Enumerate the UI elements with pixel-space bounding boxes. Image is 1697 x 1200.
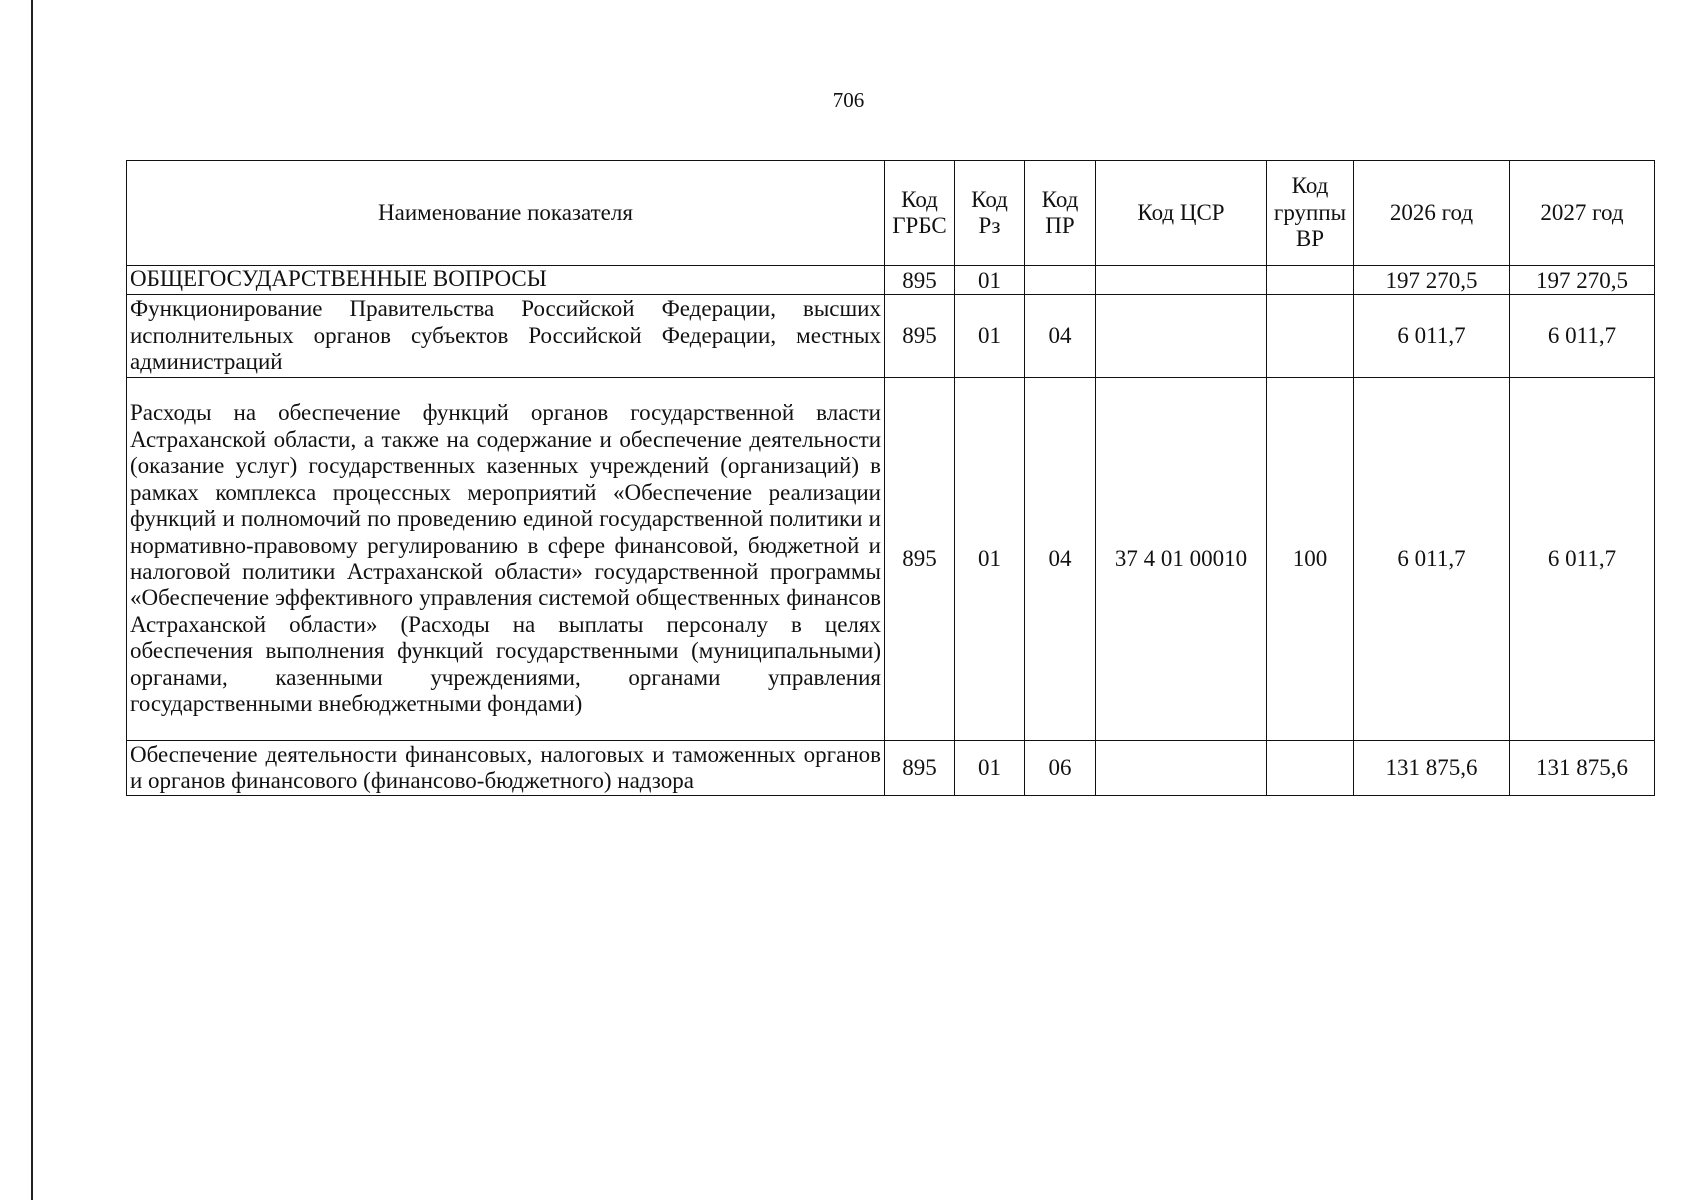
row-2027: 6 011,7 (1510, 378, 1655, 741)
header-csr: Код ЦСР (1096, 161, 1267, 266)
header-grbs: Код ГРБС (885, 161, 955, 266)
row-vr: 100 (1267, 378, 1354, 741)
header-pr: Код ПР (1025, 161, 1096, 266)
row-name: Функционирование Правительства Российской Федерации, высших исполнительных органов субъектов Российской Федерации, местных администраций (127, 295, 885, 378)
row-csr: 37 4 01 00010 (1096, 378, 1267, 741)
row-csr (1096, 295, 1267, 378)
row-2026: 131 875,6 (1354, 741, 1510, 796)
budget-table (126, 160, 1655, 796)
row-name: Расходы на обеспечение функций органов государственной власти Астраханской области, а также на содержание и обеспечение деятельности (оказание услуг) государственных казенных учреждений (организаций) в рамках комплекса процессных мероприятий «Обеспечение реализации функций и полномочий по проведению единой государственной политики и нормативно-правовому регулированию в сфере финансовой, бюджетной и налоговой политики Астраханской области» государственной программы «Обеспечение эффективного управления системой общественных финансов Астраханской области» (Расходы на выплаты персоналу в целях обеспечения выполнения функций государственными (муниципальными) органами, казенными учреждениями, органами управления государственными внебюджетными фондами) (127, 378, 885, 741)
row-grbs: 895 (885, 378, 955, 741)
row-grbs: 895 (885, 266, 955, 295)
row-rz: 01 (955, 266, 1025, 295)
row-name: ОБЩЕГОСУДАРСТВЕННЫЕ ВОПРОСЫ (127, 266, 885, 295)
row-rz: 01 (955, 378, 1025, 741)
row-vr (1267, 266, 1354, 295)
binding-margin-line (31, 0, 33, 1200)
table-row (127, 295, 1655, 378)
row-2027: 6 011,7 (1510, 295, 1655, 378)
row-pr (1025, 266, 1096, 295)
table-row (127, 266, 1655, 295)
table-row (127, 378, 1655, 741)
header-name: Наименование показателя (127, 161, 885, 266)
header-rz: Код Рз (955, 161, 1025, 266)
row-2027: 131 875,6 (1510, 741, 1655, 796)
row-vr (1267, 295, 1354, 378)
row-2026: 197 270,5 (1354, 266, 1510, 295)
row-2026: 6 011,7 (1354, 378, 1510, 741)
row-2027: 197 270,5 (1510, 266, 1655, 295)
header-2027: 2027 год (1510, 161, 1655, 266)
header-vr: Код группы ВР (1267, 161, 1354, 266)
page-number: 706 (832, 88, 865, 112)
row-2026: 6 011,7 (1354, 295, 1510, 378)
row-csr (1096, 741, 1267, 796)
row-grbs: 895 (885, 295, 955, 378)
row-csr (1096, 266, 1267, 295)
row-pr: 04 (1025, 378, 1096, 741)
row-rz: 01 (955, 741, 1025, 796)
row-vr (1267, 741, 1354, 796)
row-pr: 06 (1025, 741, 1096, 796)
header-2026: 2026 год (1354, 161, 1510, 266)
row-grbs: 895 (885, 741, 955, 796)
table-header-row (127, 161, 1655, 266)
row-pr: 04 (1025, 295, 1096, 378)
table-row (127, 741, 1655, 796)
row-rz: 01 (955, 295, 1025, 378)
row-name: Обеспечение деятельности финансовых, налоговых и таможенных органов и органов финансового (финансово-бюджетного) надзора (127, 741, 885, 796)
